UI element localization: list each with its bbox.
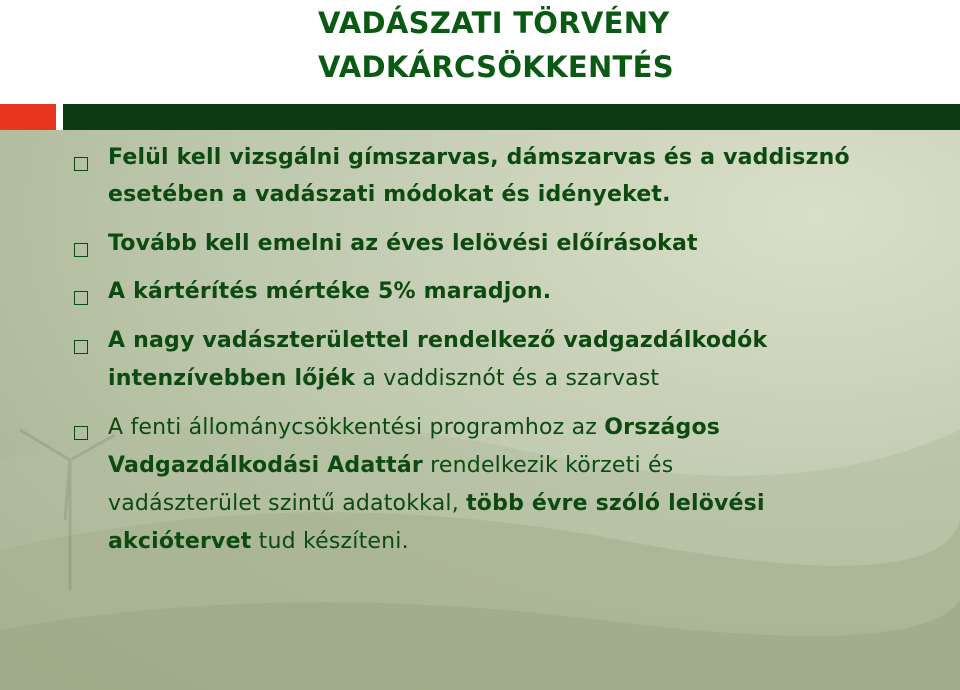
text-run: Felül kell vizsgálni gímszarvas, dámszarvas és a vaddisznó bbox=[108, 145, 850, 170]
text-run: tud készíteni. bbox=[251, 529, 409, 554]
text-run: akciótervet bbox=[108, 529, 252, 554]
text-run: Országos bbox=[604, 415, 721, 440]
text-run: Tovább kell emelni az éves lelövési előírásokat bbox=[108, 231, 698, 256]
bullet-5-line-4 bbox=[108, 529, 409, 554]
text-run: A nagy vadászterülettel rendelkező vadgazdálkodók bbox=[108, 328, 768, 353]
bullet-5-line-3 bbox=[108, 491, 765, 516]
text-run: A fenti állománycsökkentési programhoz az bbox=[108, 415, 605, 440]
text-run: intenzívebben lőjék bbox=[108, 366, 356, 391]
bullet-1-line-2 bbox=[108, 182, 671, 207]
background-landscape-decoration bbox=[0, 130, 960, 690]
bullet-square-icon bbox=[74, 157, 88, 171]
bullet-square-icon bbox=[74, 426, 88, 440]
text-run: vadászterület szintű adatokkal, bbox=[108, 491, 467, 516]
text-run: A kártérítés mértéke 5% maradjon. bbox=[108, 279, 552, 304]
slide-title-line-1: VADÁSZATI TÖRVÉNY bbox=[318, 6, 670, 40]
text-run: rendelkezik körzeti és bbox=[422, 453, 674, 478]
text-run: esetében a vadászati módokat és idényeket. bbox=[108, 182, 671, 207]
accent-bar-red bbox=[0, 104, 56, 130]
bullet-4-line-2 bbox=[108, 366, 659, 391]
bullet-square-icon bbox=[74, 291, 88, 305]
bullet-2-line-1 bbox=[108, 231, 698, 256]
slide-title-line-2: VADKÁRCSÖKKENTÉS bbox=[318, 50, 674, 84]
text-run: Vadgazdálkodási Adattár bbox=[108, 453, 423, 478]
bullet-square-icon bbox=[74, 243, 88, 257]
text-run: a vaddisznót és a szarvast bbox=[355, 366, 660, 391]
title-area bbox=[0, 0, 960, 100]
bullet-4-line-1 bbox=[108, 328, 767, 353]
bullet-1-line-1 bbox=[108, 145, 850, 170]
bullet-5-line-1 bbox=[108, 415, 720, 440]
content-panel bbox=[0, 130, 960, 690]
bullet-square-icon bbox=[74, 340, 88, 354]
accent-bar-green bbox=[63, 104, 960, 130]
bullet-5-line-2 bbox=[108, 453, 673, 478]
text-run: több évre szóló lelövési bbox=[466, 491, 765, 516]
bullet-3-line-1 bbox=[108, 279, 551, 304]
